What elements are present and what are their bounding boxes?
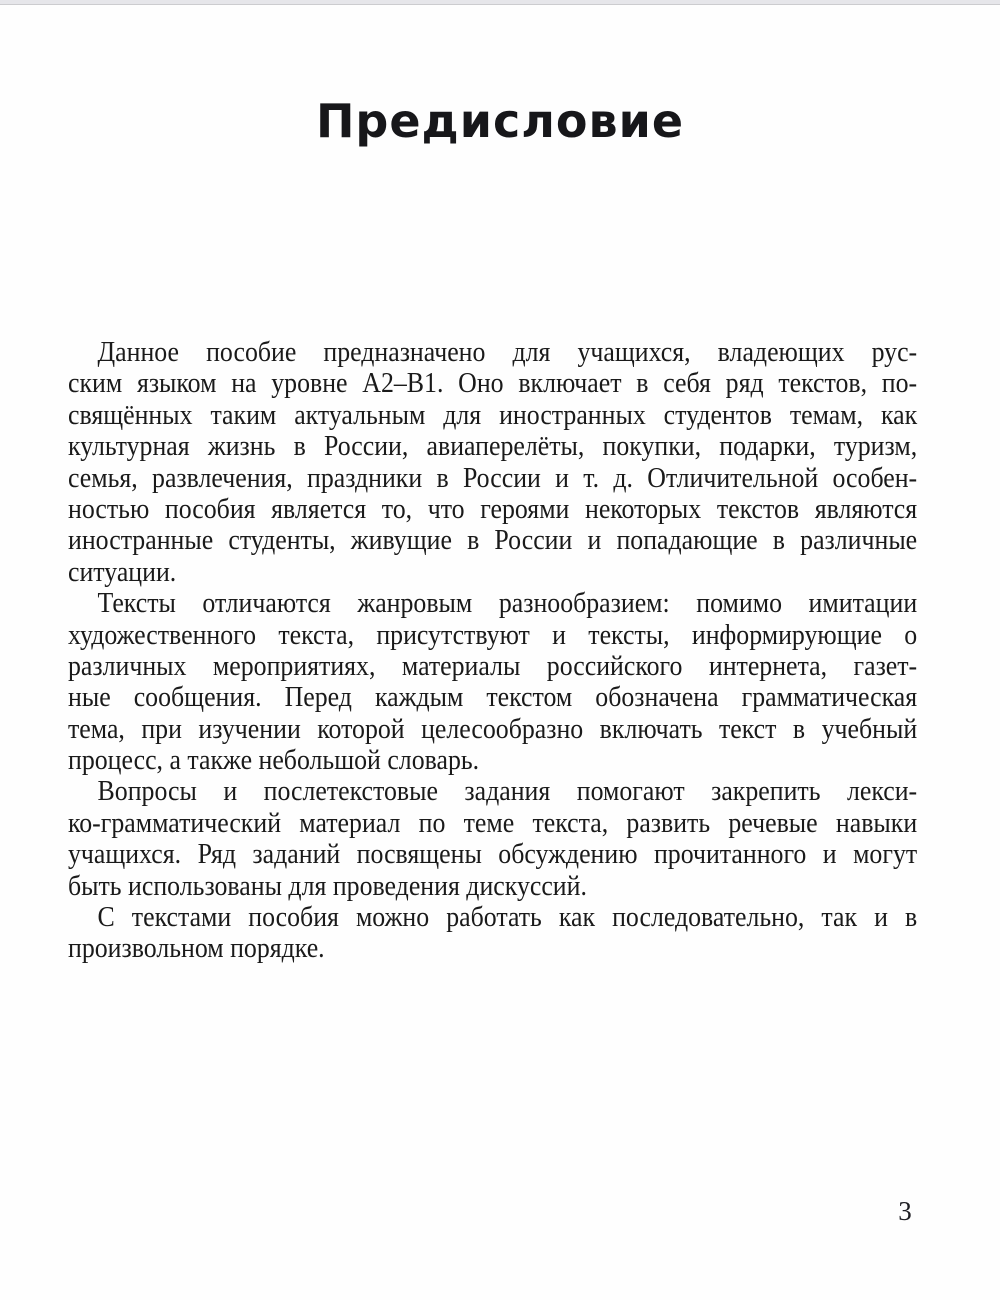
- text-line: ностью пособия является то, что героями некоторых текстов являются: [68, 493, 918, 525]
- scan-edge: [0, 0, 1000, 5]
- paragraph: [68, 902, 917, 965]
- text-line: семья, развлечения, праздники в России и т. д. Отличительной особен-: [68, 462, 918, 494]
- text-line: различных мероприятиях, материалы российского интернета, газет-: [68, 650, 918, 682]
- page-number: 3: [898, 1196, 912, 1226]
- text-line: произвольном порядке.: [68, 933, 325, 965]
- body-text: [68, 337, 917, 965]
- paragraph: [68, 588, 917, 776]
- text-line: С текстами пособия можно работать как последовательно, так и в: [97, 902, 918, 934]
- text-line: Тексты отличаются жанровым разнообразием: помимо имитации: [97, 588, 918, 620]
- text-line: ским языком на уровне А2–В1. Оно включает в себя ряд текстов, по-: [68, 368, 918, 400]
- text-line: Вопросы и послетекстовые задания помогают закрепить лекси-: [97, 776, 918, 808]
- text-line: ные сообщения. Перед каждым текстом обозначена грамматическая: [68, 682, 918, 714]
- text-line: ситуации.: [68, 556, 177, 588]
- text-line: культурная жизнь в России, авиаперелёты, покупки, подарки, туризм,: [68, 431, 918, 463]
- paragraph: [68, 776, 917, 902]
- text-line: быть использованы для проведения дискуссий.: [68, 870, 587, 902]
- text-line: Данное пособие предназначено для учащихся, владеющих рус-: [97, 337, 918, 368]
- text-line: ко-грамматический материал по теме текста, развить речевые навыки: [68, 807, 918, 839]
- text-line: иностранные студенты, живущие в России и попадающие в различные: [68, 525, 918, 557]
- paragraph: [68, 337, 917, 588]
- text-line: учащихся. Ряд заданий посвящены обсуждению прочитанного и могут: [68, 839, 918, 871]
- text-line: процесс, а также небольшой словарь.: [68, 745, 480, 777]
- text-line: свящённых таким актуальным для иностранных студентов темам, как: [68, 399, 918, 431]
- page-title: Предисловие: [315, 94, 685, 148]
- text-line: тема, при изучении которой целесообразно включать текст в учебный: [68, 713, 918, 745]
- text-line: художественного текста, присутствуют и тексты, информирующие о: [68, 619, 918, 651]
